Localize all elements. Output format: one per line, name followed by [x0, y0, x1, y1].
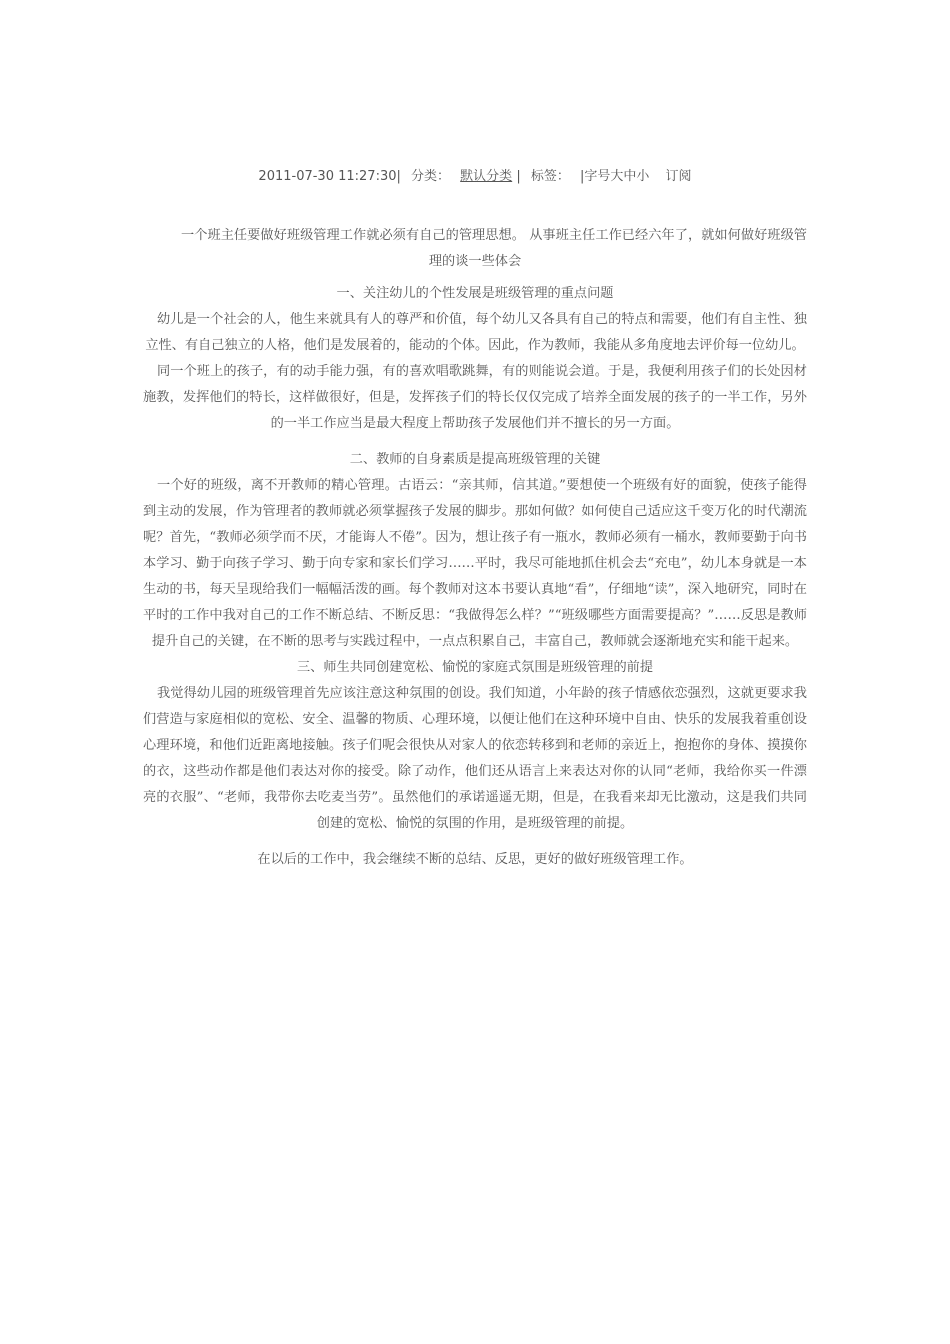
- category-label: 分类：: [411, 169, 451, 184]
- section-1-paragraph-1: 幼儿是一个社会的人，他生来就具有人的尊严和价值，每个幼儿又各具有自己的特点和需要，他们有自主性、独立性、有自己独立的人格，他们是发展着的，能动的个体。因此，作为教师，我能从多角度地去评价每一位幼儿。: [145, 312, 807, 353]
- category-link[interactable]: 默认分类: [460, 169, 513, 184]
- article-closing: 在以后的工作中，我会继续不断的总结、反思，更好的做好班级管理工作。: [257, 852, 693, 867]
- section-2-paragraph-1: 一个好的班级，离不开教师的精心管理。古语云：“亲其师，信其道。”要想使一个班级有好的面貌，使孩子能得到主动的发展，作为管理者的教师就必须掌握孩子发展的脚步。那如何做？如何使自己适应这千变万化的时代潮流呢？首先，“教师必须学而不厌，才能诲人不倦”。因为，想让孩子有一瓶水，教师必须有一桶水，教师要勤于向书本学习、勤于向孩子学习、勤于向专家和家长们学习……平时，我尽可能地抓住机会去“充电”，幼儿本身就是一本生动的书，每天呈现给我们一幅幅活泼的画。每个教师对这本书要认真地“看”，仔细地“读”，深入地研究，同时在平时的工作中我对自己的工作不断总结、不断反思：“我做得怎么样？”“班级哪些方面需要提高？”……反思是教师提升自己的关键，在不断的思考与实践过程中，一点点积累自己，丰富自己，教师就会逐渐地充实和能干起来。: [143, 478, 807, 649]
- meta-separator: |: [516, 169, 521, 184]
- section-1-paragraph-2: 同一个班上的孩子，有的动手能力强，有的喜欢唱歌跳舞，有的则能说会道。于是，我便利用孩子们的长处因材施教，发挥他们的特长，这样做很好，但是，发挥孩子们的特长仅仅完成了培养全面发展的孩子的一半工作，另外的一半工作应当是最大程度上帮助孩子发展他们并不擅长的另一方面。: [143, 364, 807, 431]
- section-3-paragraph-1: 我觉得幼儿园的班级管理首先应该注意这种氛围的创设。我们知道，小年龄的孩子情感依恋强烈，这就更要求我们营造与家庭相似的宽松、安全、温馨的物质、心理环境，以便让他们在这种环境中自由、快乐的发展我着重创设心理环境，和他们近距离地接触。孩子们呢会很快从对家人的依恋转移到和老师的亲近上，抱抱你的身体、摸摸你的衣，这些动作都是他们表达对你的接受。除了动作，他们还从语言上来表达对你的认同“老师，我给你买一件漂亮的衣服”、“老师，我带你去吃麦当劳”。虽然他们的承诺遥遥无期，但是，在我看来却无比激动，这是我们共同创建的宽松、愉悦的氛围的作用，是班级管理的前提。: [143, 686, 807, 831]
- article-body: [143, 223, 807, 873]
- article-intro: 一个班主任要做好班级管理工作就必须有自己的管理思想。 从事班主任工作已经六年了，就如何做好班级管理的谈一些体会: [181, 228, 807, 269]
- tags-label: 标签：: [530, 169, 570, 184]
- section-3-heading: 三、师生共同创建宽松、愉悦的家庭式氛围是班级管理的前提: [296, 660, 654, 675]
- section-2-heading: 二、教师的自身素质是提高班级管理的关键: [349, 452, 601, 467]
- post-meta-bar: [0, 165, 950, 184]
- section-1-heading: 一、关注幼儿的个性发展是班级管理的重点问题: [336, 286, 614, 301]
- post-datetime: 2011-07-30 11:27:30|: [258, 169, 401, 184]
- subscribe-link[interactable]: 订阅: [665, 169, 692, 184]
- font-size-control[interactable]: |字号大中小: [580, 169, 650, 184]
